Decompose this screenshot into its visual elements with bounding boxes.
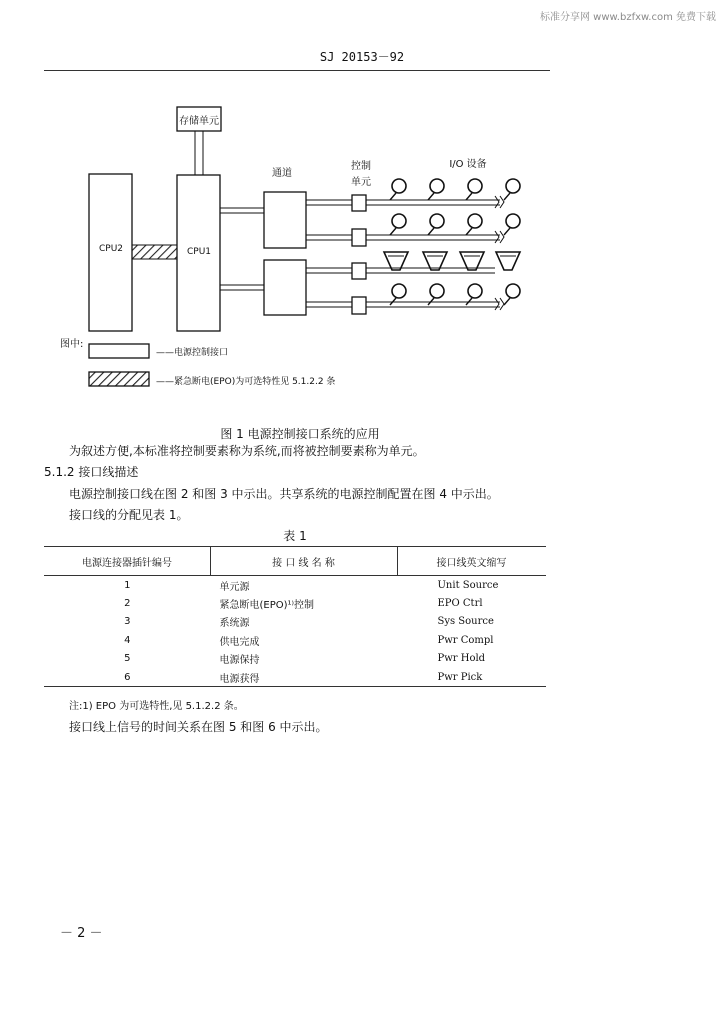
channel-box-2 (264, 260, 306, 315)
cell-name: 单元源 (219, 581, 250, 593)
legend-power-interface: ——电源控制接口 (156, 348, 229, 358)
cell-abbr: Sys Source (437, 616, 494, 628)
table-row (44, 594, 546, 612)
table-row (44, 613, 546, 631)
legend-heading: 图中: (60, 339, 84, 350)
figure-caption: 图 1 电源控制接口系统的应用 (220, 427, 380, 441)
control-unit-box-1 (352, 195, 366, 211)
cell-pin: 6 (44, 668, 211, 687)
control-unit-label-1: 控制 (351, 161, 371, 172)
io-devices-label: I/O 设备 (449, 159, 487, 170)
paragraph-1: 为叙述方便,本标准将控制要素称为系统,而将被控制要素称为单元。 (69, 444, 425, 458)
cell-abbr: Pwr Compl (437, 634, 494, 646)
cell-name: 系统源 (219, 618, 250, 630)
channel-box-1 (264, 192, 306, 248)
table-header-abbr: 接口线英文缩写 (398, 547, 547, 576)
cell-pin: 5 (124, 653, 131, 665)
cpu1-label: CPU1 (186, 247, 212, 257)
table-row (44, 576, 546, 595)
control-unit-box-2 (352, 229, 366, 246)
table-title: 表 1 (283, 529, 307, 543)
cell-abbr: EPO Ctrl (437, 598, 483, 610)
legend-epo: ——紧急断电(EPO)为可选特性见 5.1.2.2 条 (156, 377, 336, 387)
cell-pin: 4 (124, 634, 131, 646)
paragraph-4: 接口线上信号的时间关系在图 5 和图 6 中示出。 (69, 720, 328, 734)
cpu2-label: CPU2 (98, 244, 124, 254)
watermark: 标准分享网 www.bzfxw.com 免费下载 (540, 12, 716, 23)
table-note: 注:1) EPO 为可选特性,见 5.1.2.2 条。 (69, 701, 244, 712)
cell-abbr: Pwr Pick (398, 668, 547, 687)
table-row (44, 650, 546, 668)
channel-label: 通道 (272, 168, 292, 179)
cell-pin: 1 (124, 579, 131, 591)
control-unit-box-3 (352, 263, 366, 279)
cell-abbr: Pwr Hold (437, 653, 486, 665)
legend-plain-box (89, 344, 149, 358)
cell-name: 供电完成 (219, 636, 260, 648)
paragraph-2: 电源控制接口线在图 2 和图 3 中示出。共享系统的电源控制配置在图 4 中示出。 (69, 487, 499, 501)
table-row (44, 668, 546, 687)
table-header-name: 接 口 线 名 称 (211, 547, 398, 576)
cell-abbr: Unit Source (437, 579, 499, 591)
standard-number: SJ 20153－92 (319, 50, 405, 64)
epo-link (132, 245, 177, 259)
cell-name: 电源保持 (219, 655, 260, 667)
cell-pin: 2 (124, 598, 131, 610)
paragraph-3: 接口线的分配见表 1。 (69, 508, 189, 522)
cell-pin: 3 (124, 616, 131, 628)
table-header-pin: 电源连接器插针编号 (44, 547, 211, 576)
table-1 (44, 546, 546, 687)
cell-name: 电源获得 (211, 668, 398, 687)
legend-hatched-box (89, 372, 149, 386)
table-header-row (44, 547, 546, 576)
section-heading: 5.1.2 接口线描述 (44, 465, 139, 479)
storage-unit-label: 存储单元 (179, 116, 219, 127)
figure-1-diagram (0, 0, 724, 400)
control-unit-label-2: 单元 (351, 177, 371, 188)
table-row (44, 631, 546, 649)
control-unit-box-4 (352, 297, 366, 314)
cell-name: 紧急断电(EPO)¹⁾控制 (219, 600, 314, 612)
page-number: － 2 － (60, 926, 103, 941)
